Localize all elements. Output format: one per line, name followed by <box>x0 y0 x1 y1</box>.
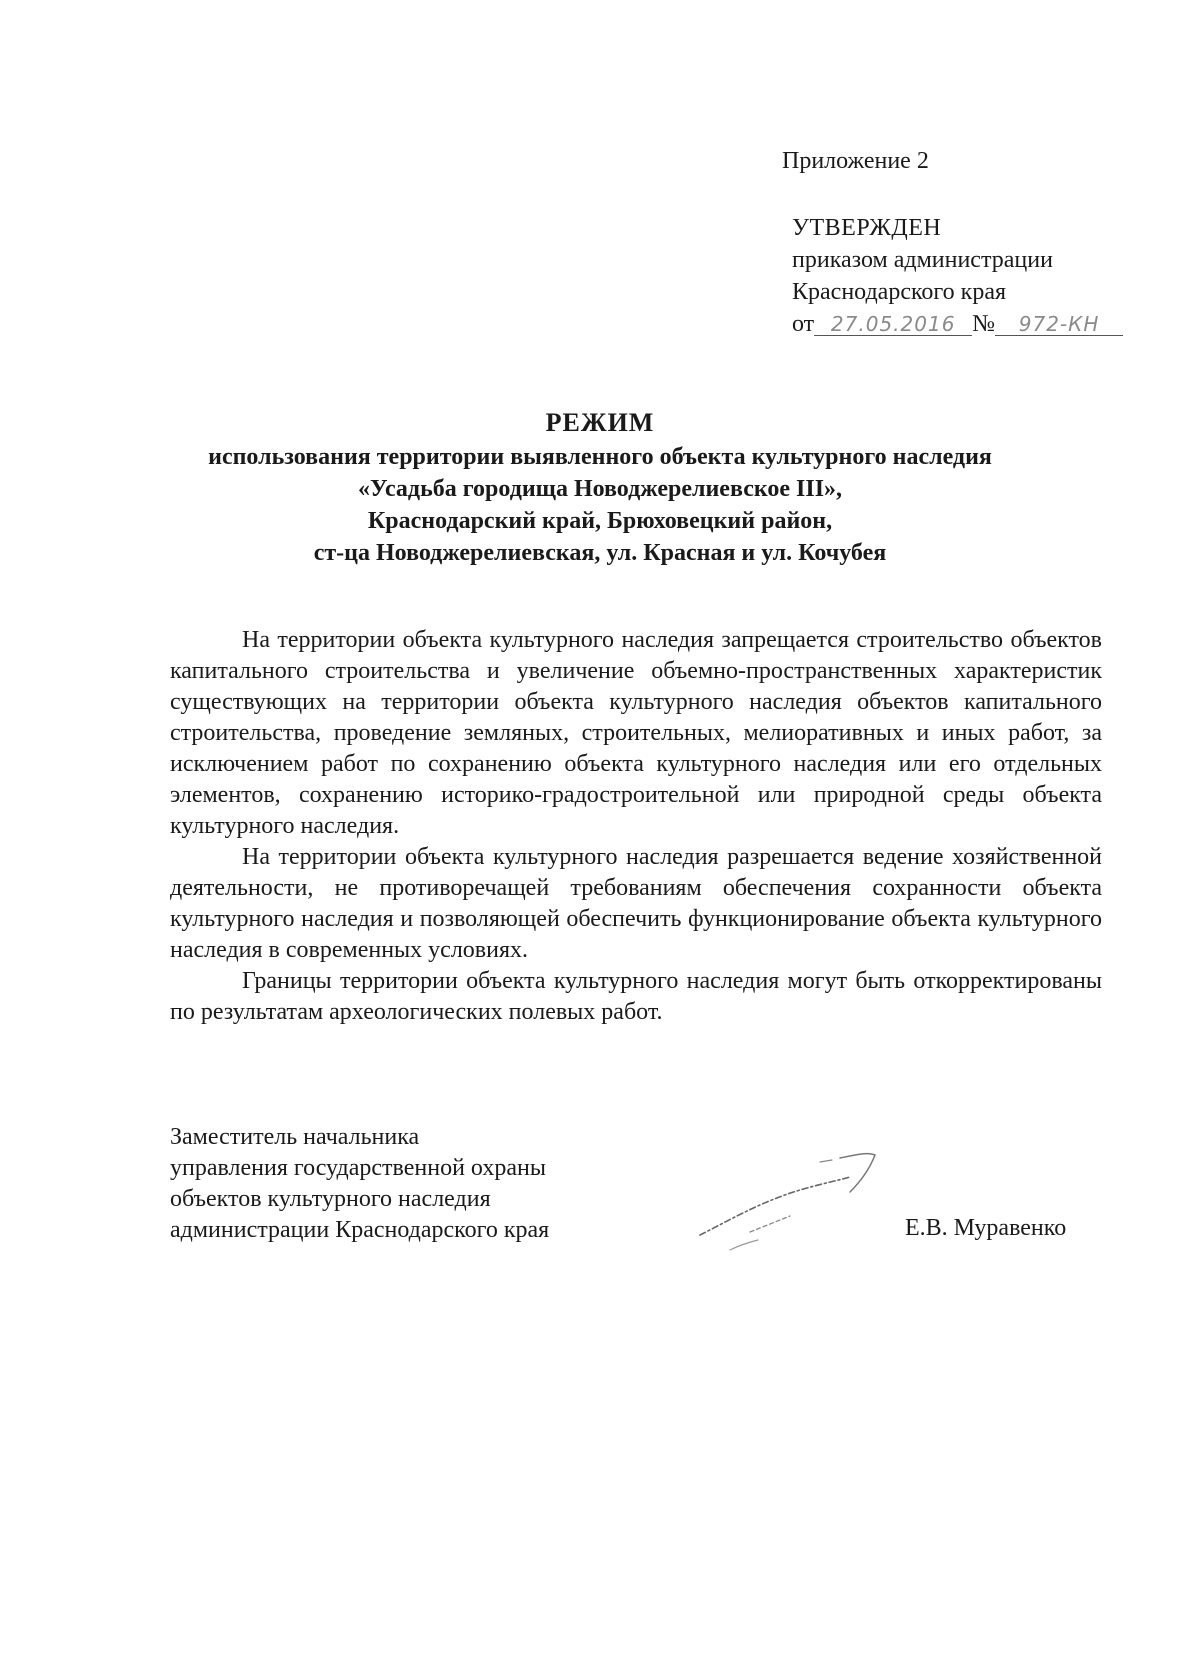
order-reference <box>792 308 1123 340</box>
order-date-handwritten: 27.05.2016 <box>814 313 972 336</box>
approved-by-line-1: приказом администрации <box>792 247 1053 273</box>
handwritten-signature <box>690 1140 920 1260</box>
signer-name: Е.В. Муравенко <box>905 1215 1067 1241</box>
document-title-block <box>0 407 1200 569</box>
approved-heading: УТВЕРЖДЕН <box>792 215 942 241</box>
order-number-sign: № <box>972 311 996 337</box>
order-date-prefix: от <box>792 311 815 337</box>
order-number-handwritten: 972-КН <box>995 313 1123 336</box>
document-body <box>170 625 1102 1028</box>
position-line-2: управления государственной охраны <box>170 1155 546 1181</box>
appendix-label: Приложение 2 <box>782 148 929 174</box>
title-line-2: «Усадьба городища Новоджерелиевское III», <box>357 476 843 502</box>
approved-by-line-2: Краснодарского края <box>792 279 1007 305</box>
position-line-3: объектов культурного наследия <box>170 1186 491 1212</box>
position-line-4: администрации Краснодарского края <box>170 1217 550 1243</box>
approval-block <box>792 212 1123 340</box>
title-line-4: ст-ца Новоджерелиевская, ул. Красная и ул. Кочубея <box>313 540 887 566</box>
title-line-1: использования территории выявленного объекта культурного наследия <box>208 444 992 470</box>
body-paragraph-prohibitions: На территории объекта культурного наследия запрещается строительство объектов капитального строительства и увеличение объемно-пространственных характеристик существующих на территории объекта культурного наследия объектов капитального строительства, проведение земляных, строительных, мелиоративных и иных работ, за исключением работ по сохранению объекта культурного наследия или его отдельных элементов, сохранению историко-градостроительной или природной среды объекта культурного наследия. <box>170 627 1102 839</box>
title-line-3: Краснодарский край, Брюховецкий район, <box>367 508 833 534</box>
body-paragraph-boundaries: Границы территории объекта культурного наследия могут быть откорректированы по результатам археологических полевых работ. <box>170 968 1102 1025</box>
position-line-1: Заместитель начальника <box>170 1124 420 1150</box>
signatory-position-block <box>170 1122 549 1246</box>
body-paragraph-permissions: На территории объекта культурного наследия разрешается ведение хозяйственной деятельности, не противоречащей требованиям обеспечения сохранности объекта культурного наследия и позволяющей обеспечить функционирование объекта культурного наследия в современных условиях. <box>170 844 1102 963</box>
document-title: РЕЖИМ <box>545 408 655 437</box>
